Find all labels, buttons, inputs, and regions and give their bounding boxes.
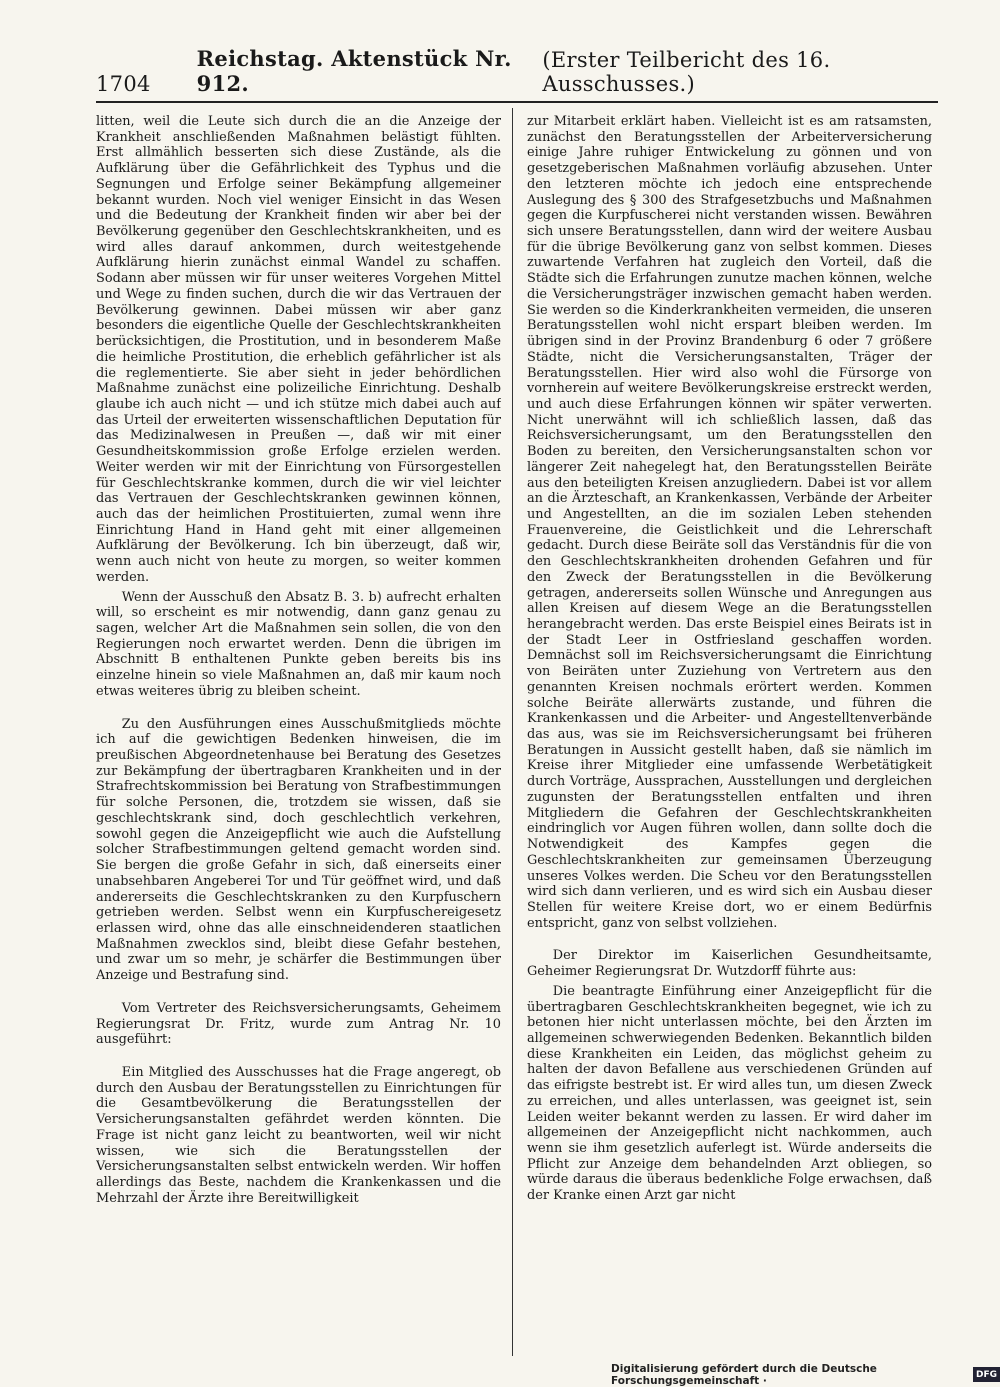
column-divider xyxy=(512,108,513,1356)
right-column xyxy=(527,114,932,1352)
header-rule xyxy=(96,101,938,103)
paragraph: Zu den Ausführungen eines Ausschußmitglieds möchte ich auf die gewichtigen Bedenken hinweisen, die im preußischen Abgeordnetenhause bei Beratung des Gesetzes zur Bekämpfung der übertragbaren Krankheiten und in der Strafrechtskommission bei Beratung von Strafbestimmungen für solche Personen, die, trotzdem sie wissen, daß sie geschlechtskrank sind, doch geschlechtlich verkehren, sowohl gegen die Anzeigepflicht wie auch die Aufstellung solcher Strafbestimmungen geltend gemacht worden sind. Sie bergen die große Gefahr in sich, daß einerseits einer unabsehbaren Angeberei Tor und Tür geöffnet wird, und daß andererseits die Geschlechtskranken zu den Kurpfuschern getrieben werden. Selbst wenn ein Kurpfuschereigesetz erlassen wird, ohne das alle einschneidenderen staatlichen Maßnahmen zwecklos sind, bleibt diese Gefahr bestehen, und zwar um so mehr, je schärfer die Bestimmungen über Anzeige und Bestrafung sind. xyxy=(96,716,501,984)
page-header xyxy=(96,46,936,96)
header-title: Reichstag. Aktenstück Nr. 912. xyxy=(196,46,512,96)
paragraph: Der Direktor im Kaiserlichen Gesundheitsamte, Geheimer Regierungsrat Dr. Wutzdorff führte aus: xyxy=(527,948,932,980)
paragraph: Die beantragte Einführung einer Anzeigepflicht für die übertragbaren Geschlechtskrankheiten begegnet, wie ich zu betonen hier nicht unterlassen möchte, bei den Ärzten im allgemeinen schwerwiegenden Bedenken. Bekanntlich bilden diese Krankheiten ein Leiden, das möglichst geheim zu halten der davon Befallene aus verschiedenen Gründen auf das eifrigste bestrebt ist. Er wird alles tun, um diesen Zweck zu erreichen, und alles unterlassen, was geeignet ist, sein Leiden weiter bekannt werden zu lassen. Er wird daher im allgemeinen der Anzeigepflicht nicht nachkommen, auch wenn sie ihm gesetzlich auferlegt ist. Würde anderseits die Pflicht zur Anzeige dem behandelnden Arzt obliegen, so würde daraus die überaus bedenkliche Folge erwachsen, daß der Kranke einen Arzt gar nicht xyxy=(527,983,932,1204)
footer-text: Digitalisierung gefördert durch die Deutsche Forschungsgemeinschaft · xyxy=(611,1362,877,1387)
paragraph: zur Mitarbeit erklärt haben. Vielleicht ist es am ratsamsten, zunächst den Beratungsstellen der Arbeiterversicherung einige Jahre ruhiger Entwickelung zu gönnen und von gesetzgeberischen Maßnahmen vorläufig abzusehen. Unter den letzteren möchte ich jedoch eine entsprechende Auslegung des § 300 des Strafgesetzbuchs und Maßnahmen gegen die Kurpfuscherei nicht verstanden wissen. Bewähren sich unsere Beratungsstellen, dann wird der weitere Ausbau für die übrige Bevölkerung ganz von selbst kommen. Dieses zuwartende Verfahren hat zugleich den Vorteil, daß die Städte sich die Erfahrungen zunutze machen können, welche die Versicherungsträger inzwischen gemacht haben werden. Sie werden so die Kinderkrankheiten vermeiden, die unseren Beratungsstellen wohl nicht erspart bleiben werden. Im übrigen sind in der Provinz Brandenburg 6 oder 7 größere Städte, nicht die Versicherungsanstalten, Träger der Beratungsstellen. Hier wird also wohl die Fürsorge von vornherein auf weitere Bevölkerungskreise erstreckt werden, und auch diese Erfahrungen können wir später verwerten. Nicht unerwähnt will ich schließlich lassen, daß das Reichsversicherungsamt, um den Beratungsstellen den Boden zu bereiten, den Versicherungsanstalten schon vor längerer Zeit nahegelegt hat, den Beratungsstellen Beiräte aus den beteiligten Kreisen anzugliedern. Dabei ist vor allem an die Ärzteschaft, an Krankenkassen, Verbände der Arbeiter und Angestellten, an die im sozialen Leben stehenden Frauenvereine, die Geistlichkeit und die Lehrerschaft gedacht. Durch diese Beiräte soll das Verständnis für die von den Geschlechtskrankheiten drohenden Gefahren und für den Zweck der Beratungsstellen in die Bevölkerung getragen, andererseits sollen Wünsche und Anregungen aus allen Kreisen auf diesem Wege an die Beratungsstellen herangebracht werden. Das erste Beispiel eines Beirats ist in der Stadt Leer in Ostfriesland geschaffen worden. Demnächst soll im Reichsversicherungsamt die Einrichtung von Beiräten unter Zuziehung von Vertretern aus den genannten Kreisen nochmals erörtert werden. Kommen solche Beiräte allerwärts zustande, und führen die Krankenkassen und die Arbeiter- und Angestelltenverbände das aus, was sie im Reichsversicherungsamt bei früheren Beratungen in Aussicht gestellt haben, daß sie nämlich im Kreise ihrer Mitglieder eine umfassende Werbetätigkeit durch Vorträge, Aussprachen, Ausstellungen und dergleichen zugunsten der Beratungsstellen entfalten und ihren Mitgliedern die Gefahren der Geschlechtskrankheiten eindringlich vor Augen führen wollen, dann sollte doch die Notwendigkeit des Kampfes gegen die Geschlechtskrankheiten zur gemeinsamen Überzeugung unseres Volkes werden. Die Scheu vor den Beratungsstellen wird sich dann verlieren, und es wird sich ein Ausbau dieser Stellen für weitere Kreise dort, wo er einem Bedürfnis entspricht, ganz von selbst vollziehen. xyxy=(527,114,932,931)
paragraph: Ein Mitglied des Ausschusses hat die Frage angeregt, ob durch den Ausbau der Beratungsstellen zu Einrichtungen für die Gesamtbevölkerung die Beratungsstellen der Versicherungsanstalten gefährdet werden könnten. Die Frage ist nicht ganz leicht zu beantworten, weil wir nicht wissen, wie sich die Beratungsstellen der Versicherungsanstalten selbst entwickeln werden. Wir hoffen allerdings das Beste, nachdem die Krankenkassen und die Mehrzahl der Ärzte ihre Bereitwilligkeit xyxy=(96,1064,501,1206)
page-number: 1704 xyxy=(96,72,151,96)
digitization-footer xyxy=(611,1362,1000,1387)
header-subtitle: (Erster Teilbericht des 16. Ausschusses.) xyxy=(542,48,831,96)
dfg-logo: DFG xyxy=(973,1367,1000,1382)
paragraph: litten, weil die Leute sich durch die an die Anzeige der Krankheit anschließenden Maßnahmen belästigt fühlten. Erst allmählich besserten sich diese Zustände, als die Aufklärung über die Gefährlichkeit des Typhus und die Segnungen und Erfolge seiner Bekämpfung allgemeiner bekannt wurden. Noch viel weniger Einsicht in das Wesen und die Bedeutung der Krankheit finden wir aber bei der Bevölkerung gegenüber den Geschlechtskrankheiten, und es wird alles darauf ankommen, durch weitestgehende Aufklärung hierin zunächst einmal Wandel zu schaffen. Sodann aber müssen wir für unser weiteres Vorgehen Mittel und Wege zu finden suchen, durch die wir das Vertrauen der Bevölkerung gewinnen. Dabei müssen wir aber ganz besonders die eigentliche Quelle der Geschlechtskrankheiten berücksichtigen, die Prostitution, und in besonderem Maße die heimliche Prostitution, die erheblich gefährlicher ist als die reglementierte. Sie aber sieht in jeder behördlichen Maßnahme zunächst eine polizeiliche Einrichtung. Deshalb glaube ich auch nicht — und ich stütze mich dabei auch auf das Urteil der erweiterten wissenschaftlichen Deputation für das Medizinalwesen in Preußen —, daß wir mit einer Gesundheitskommission große Erfolge erzielen werden. Weiter werden wir mit der Einrichtung von Fürsorgestellen für Geschlechtskranke kommen, durch die wir viel leichter das Vertrauen der Geschlechtskranken gewinnen können, auch das der heimlichen Prostituierten, zumal wenn ihre Einrichtung Hand in Hand geht mit einer allgemeinen Aufklärung der Bevölkerung. Ich bin überzeugt, daß wir, wenn auch nicht von heute zu morgen, so weiter kommen werden. xyxy=(96,114,501,585)
left-column xyxy=(96,114,501,1352)
paragraph: Wenn der Ausschuß den Absatz B. 3. b) aufrecht erhalten will, so erscheint es mir notwendig, dann ganz genau zu sagen, welcher Art die Maßnahmen sein sollen, die von den Regierungen noch erwartet werden. Denn die übrigen im Abschnitt B enthaltenen Punkte geben bereits bis ins einzelne hinein so viele Maßnahmen an, daß mir kaum noch etwas weiteres übrig zu bleiben scheint. xyxy=(96,589,501,699)
paragraph: Vom Vertreter des Reichsversicherungsamts, Geheimem Regierungsrat Dr. Fritz, wurde zum Antrag Nr. 10 ausgeführt: xyxy=(96,1000,501,1048)
